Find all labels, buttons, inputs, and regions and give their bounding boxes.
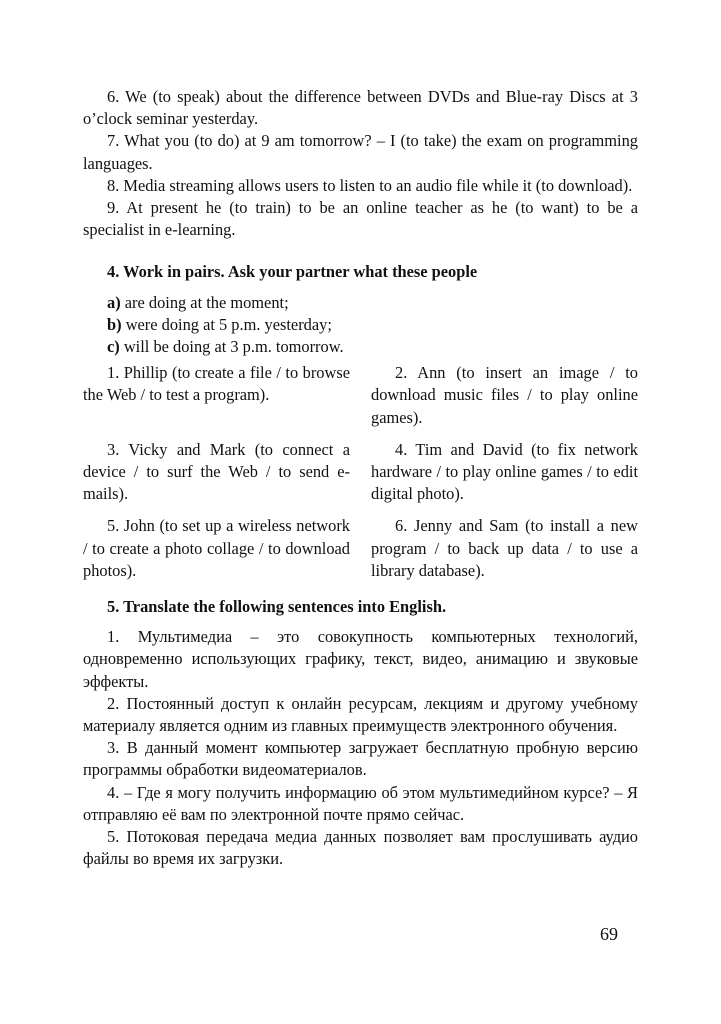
translate-item-1: 1. Мультимедиа – это совокупность компьютерных технологий, одновременно использующих графику, текст, видео, анимацию и звуковые эффекты. — [83, 627, 638, 691]
page-number: 69 — [600, 924, 618, 944]
exercise3-item-8: 8. Media streaming allows users to listen to an audio file while it (to download). — [107, 175, 633, 195]
exercise4-option-b — [83, 314, 638, 336]
option-text: are doing at the moment; — [124, 292, 289, 312]
translate-item-3: 3. В данный момент компьютер загружает бесплатную пробную версию программы обработки видеоматериалов. — [83, 738, 638, 780]
exercise3-item-7: 7. What you (to do) at 9 am tomorrow? – I (to take) the exam on programming languages. — [83, 131, 638, 173]
translate-item-4: 4. – Где я могу получить информацию об этом мультимедийном курсе? – Я отправляю её вам по электронной почте прямо сейчас. — [83, 782, 638, 824]
option-text: were doing at 5 p.m. yesterday; — [125, 314, 332, 334]
exercise3-item-9: 9. At present he (to train) to be an online teacher as he (to want) to be a specialist in e-learning. — [83, 198, 638, 240]
person-item-1: 1. Phillip (to create a file / to browse the Web / to test a program). — [83, 363, 350, 405]
exercise4-option-a — [83, 292, 638, 314]
person-item-2: 2. Ann (to insert an image / to download music files / to play online games). — [371, 363, 638, 427]
person-item-3: 3. Vicky and Mark (to connect a device / to surf the Web / to send e-mails). — [83, 439, 350, 504]
option-text: will be doing at 3 p.m. tomorrow. — [123, 337, 344, 357]
exercise3-item-6: 6. We (to speak) about the difference between DVDs and Blue-ray Discs at 3 o’clock seminar yesterday. — [83, 87, 638, 129]
option-letter: a) — [107, 292, 121, 312]
exercise4-heading: 4. Work in pairs. Ask your partner what these people — [107, 262, 478, 282]
translate-item-2: 2. Постоянный доступ к онлайн ресурсам, лекциям и другому учебному материалу является одним из главных преимуществ электронного обучения. — [83, 693, 638, 736]
option-letter: b) — [107, 314, 122, 334]
person-item-5: 5. John (to set up a wireless network / to create a photo collage / to download photos). — [83, 516, 350, 580]
exercise5-heading: 5. Translate the following sentences into English. — [107, 597, 447, 617]
exercise4-option-c — [83, 336, 638, 358]
person-item-6: 6. Jenny and Sam (to install a new program / to back up data / to use a library database). — [371, 516, 638, 580]
page-content — [83, 86, 638, 871]
option-letter: c) — [107, 337, 120, 357]
person-item-4: 4. Tim and David (to fix network hardware / to play online games / to edit digital photo). — [371, 439, 638, 504]
people-grid — [83, 362, 638, 582]
translate-item-5: 5. Потоковая передача медиа данных позволяет вам прослушивать аудио файлы во время их загрузки. — [83, 827, 638, 869]
